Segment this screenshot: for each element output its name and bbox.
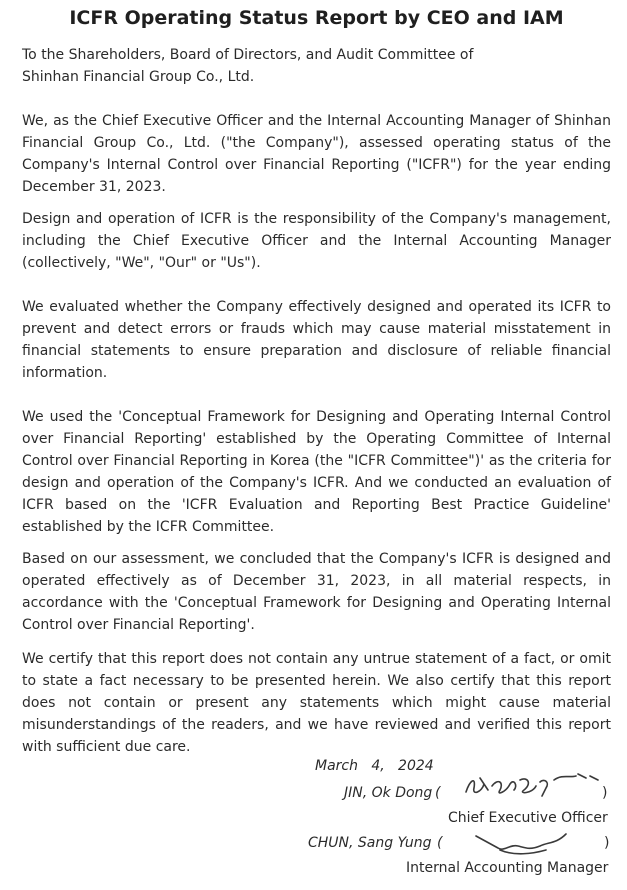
addressee-line-2: Shinhan Financial Group Co., Ltd. bbox=[22, 69, 255, 85]
iam-open-paren: ( bbox=[437, 835, 443, 851]
ceo-signature-icon bbox=[458, 762, 608, 804]
signature-date: March 4, 2024 bbox=[315, 758, 434, 774]
paragraph-criteria: We used the 'Conceptual Framework for Designing and Operating Internal Control over Financial Reporting' established by the Operating Committee of Internal Control over Financial Reporting in Korea (the "ICFR Committee")' as the criteria for design and operation of the Company's ICFR. And we conducted an evaluation of ICFR based on the 'ICFR Evaluation and Reporting Best Practice Guideline' established by the ICFR Committee. bbox=[22, 409, 611, 535]
paragraph-scope: We, as the Chief Executive Officer and the Internal Accounting Manager of Shinhan Financial Group Co., Ltd. ("the Company"), assessed operating status of the Company's Internal Control over Financial Reporting ("ICFR") for the year ending December 31, 2023. bbox=[22, 113, 611, 195]
paragraph-certification: We certify that this report does not contain any untrue statement of a fact, or omit to state a fact necessary to be presented herein. We also certify that this report does not contain or present any statements which might cause material misunderstandings of the readers, and we have reviewed and verified this report with sufficient due care. bbox=[22, 651, 611, 755]
iam-close-paren: ) bbox=[604, 835, 610, 851]
paragraph-evaluation: We evaluated whether the Company effectively designed and operated its ICFR to prevent and detect errors or frauds which may cause material misstatement in financial statements to ensure preparation and disclosure of reliable financial information. bbox=[22, 299, 611, 381]
page-title: ICFR Operating Status Report by CEO and IAM bbox=[69, 7, 564, 29]
ceo-close-paren: ) bbox=[602, 785, 608, 801]
paragraph-responsibility: Design and operation of ICFR is the responsibility of the Company's management, including the Chief Executive Officer and the Internal Accounting Manager (collectively, "We", "Our" or "Us"). bbox=[22, 211, 611, 271]
iam-title: Internal Accounting Manager bbox=[406, 860, 609, 876]
addressee-block bbox=[22, 44, 611, 88]
ceo-name: JIN, Ok Dong bbox=[344, 785, 433, 801]
ceo-open-paren: ( bbox=[435, 785, 441, 801]
ceo-title: Chief Executive Officer bbox=[448, 810, 608, 826]
addressee-line-1: To the Shareholders, Board of Directors, and Audit Committee of bbox=[22, 47, 474, 63]
iam-name: CHUN, Sang Yung bbox=[308, 835, 432, 851]
paragraph-conclusion: Based on our assessment, we concluded that the Company's ICFR is designed and operated effectively as of December 31, 2023, in all material respects, in accordance with the 'Conceptual Framework for Designing and Operating Internal Control over Financial Reporting'. bbox=[22, 551, 611, 633]
iam-signature-icon bbox=[470, 826, 580, 862]
